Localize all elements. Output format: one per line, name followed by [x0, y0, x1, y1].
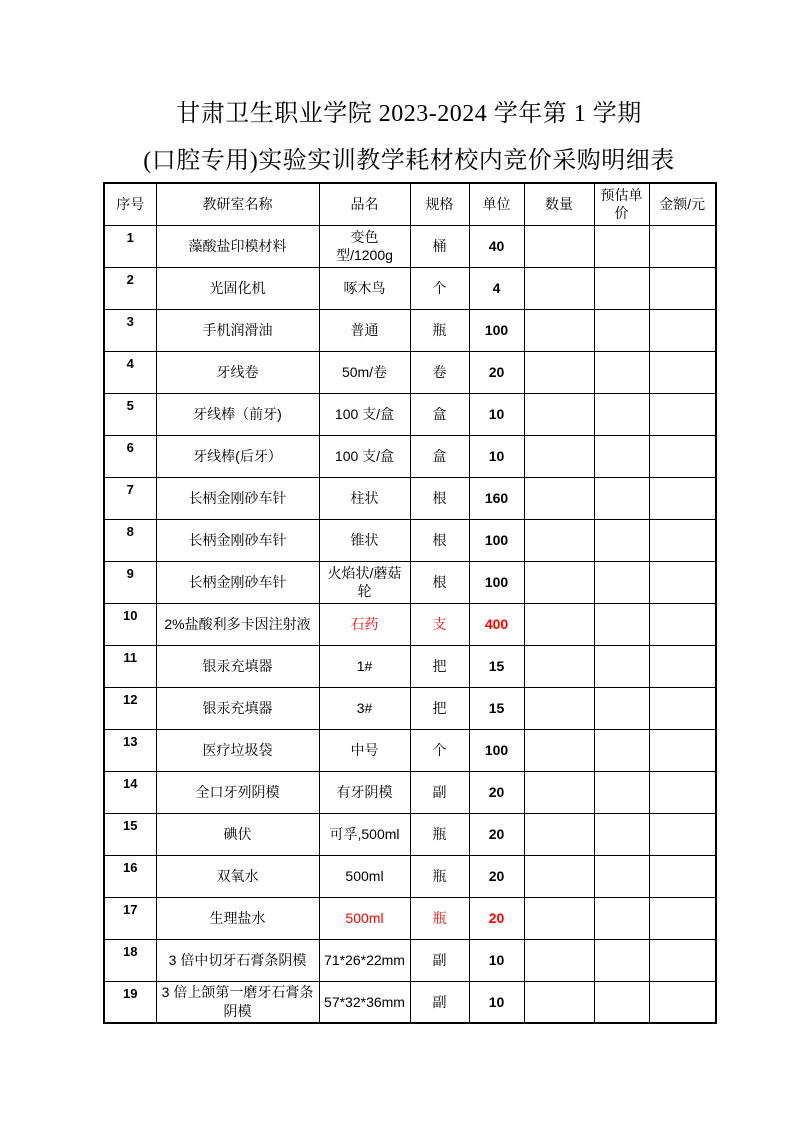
cell-item-name: 银汞充填器 [156, 645, 319, 687]
cell-amount-empty [649, 813, 716, 855]
table-row [104, 645, 716, 687]
cell-estimated-unit-price-empty [594, 897, 649, 939]
cell-item-name: 藻酸盐印模材料 [156, 225, 319, 267]
cell-quantity-column-empty [524, 771, 594, 813]
cell-spec: 57*32*36mm [319, 981, 410, 1023]
cell-amount-empty [649, 393, 716, 435]
cell-serial-number: 6 [104, 435, 156, 477]
cell-quantity: 10 [469, 939, 524, 981]
cell-spec: 可孚,500ml [319, 813, 410, 855]
cell-unit: 根 [410, 477, 469, 519]
cell-amount-empty [649, 729, 716, 771]
cell-quantity: 20 [469, 813, 524, 855]
cell-spec: 中号 [319, 729, 410, 771]
cell-estimated-unit-price-empty [594, 687, 649, 729]
cell-item-name: 双氧水 [156, 855, 319, 897]
column-header-quantity: 数量 [524, 183, 594, 225]
cell-serial-number: 10 [104, 603, 156, 645]
cell-spec: 500ml [319, 897, 410, 939]
cell-serial-number: 9 [104, 561, 156, 603]
cell-amount-empty [649, 561, 716, 603]
cell-quantity: 20 [469, 897, 524, 939]
cell-quantity: 20 [469, 855, 524, 897]
cell-unit: 根 [410, 561, 469, 603]
cell-item-name: 手机润滑油 [156, 309, 319, 351]
cell-unit: 根 [410, 519, 469, 561]
cell-quantity-column-empty [524, 309, 594, 351]
cell-item-name: 长柄金刚砂车针 [156, 477, 319, 519]
cell-unit: 副 [410, 981, 469, 1023]
cell-item-name: 2%盐酸利多卡因注射液 [156, 603, 319, 645]
cell-estimated-unit-price-empty [594, 855, 649, 897]
cell-unit: 副 [410, 939, 469, 981]
cell-amount-empty [649, 771, 716, 813]
cell-estimated-unit-price-empty [594, 519, 649, 561]
cell-quantity: 10 [469, 393, 524, 435]
cell-spec: 柱状 [319, 477, 410, 519]
cell-serial-number: 11 [104, 645, 156, 687]
column-header-office-name: 教研室名称 [156, 183, 319, 225]
cell-quantity-column-empty [524, 435, 594, 477]
cell-amount-empty [649, 603, 716, 645]
cell-estimated-unit-price-empty [594, 729, 649, 771]
table-row [104, 225, 716, 267]
cell-serial-number: 19 [104, 981, 156, 1023]
table-row [104, 477, 716, 519]
cell-quantity-column-empty [524, 603, 594, 645]
table-row [104, 351, 716, 393]
document-title-line1: 甘肃卫生职业学院 2023-2024 学年第 1 学期 [176, 101, 642, 127]
column-header-spec: 规格 [410, 183, 469, 225]
cell-serial-number: 7 [104, 477, 156, 519]
table-row [104, 813, 716, 855]
cell-estimated-unit-price-empty [594, 477, 649, 519]
column-header-estimated-unit-price: 预估单价 [594, 183, 649, 225]
cell-estimated-unit-price-empty [594, 645, 649, 687]
cell-serial-number: 8 [104, 519, 156, 561]
cell-serial-number: 15 [104, 813, 156, 855]
cell-quantity: 20 [469, 771, 524, 813]
cell-item-name: 牙线棒(后牙） [156, 435, 319, 477]
cell-serial-number: 1 [104, 225, 156, 267]
cell-quantity: 100 [469, 729, 524, 771]
cell-quantity: 40 [469, 225, 524, 267]
cell-serial-number: 14 [104, 771, 156, 813]
cell-quantity-column-empty [524, 687, 594, 729]
cell-unit: 支 [410, 603, 469, 645]
cell-quantity: 10 [469, 435, 524, 477]
procurement-table [103, 182, 717, 1024]
cell-amount-empty [649, 855, 716, 897]
cell-item-name: 光固化机 [156, 267, 319, 309]
cell-quantity-column-empty [524, 897, 594, 939]
cell-quantity-column-empty [524, 519, 594, 561]
table-row [104, 855, 716, 897]
table-row [104, 267, 716, 309]
table-header-row [104, 183, 716, 225]
cell-quantity-column-empty [524, 267, 594, 309]
cell-unit: 瓶 [410, 309, 469, 351]
cell-serial-number: 3 [104, 309, 156, 351]
document-title [103, 91, 715, 185]
cell-quantity-column-empty [524, 477, 594, 519]
cell-quantity-column-empty [524, 225, 594, 267]
cell-amount-empty [649, 225, 716, 267]
cell-spec: 锥状 [319, 519, 410, 561]
cell-unit: 个 [410, 729, 469, 771]
cell-estimated-unit-price-empty [594, 561, 649, 603]
cell-estimated-unit-price-empty [594, 225, 649, 267]
cell-estimated-unit-price-empty [594, 393, 649, 435]
cell-unit: 副 [410, 771, 469, 813]
cell-amount-empty [649, 939, 716, 981]
cell-quantity: 20 [469, 351, 524, 393]
cell-spec: 石药 [319, 603, 410, 645]
table-row [104, 561, 716, 603]
cell-quantity: 100 [469, 519, 524, 561]
cell-estimated-unit-price-empty [594, 939, 649, 981]
cell-estimated-unit-price-empty [594, 813, 649, 855]
cell-quantity: 100 [469, 561, 524, 603]
cell-serial-number: 16 [104, 855, 156, 897]
cell-amount-empty [649, 435, 716, 477]
cell-item-name: 银汞充填器 [156, 687, 319, 729]
table-row [104, 897, 716, 939]
table-row [104, 771, 716, 813]
cell-unit: 盒 [410, 393, 469, 435]
cell-unit: 盒 [410, 435, 469, 477]
cell-item-name: 3 倍上颌第一磨牙石膏条阴模 [156, 981, 319, 1023]
cell-quantity-column-empty [524, 939, 594, 981]
cell-item-name: 3 倍中切牙石膏条阴模 [156, 939, 319, 981]
cell-spec: 1# [319, 645, 410, 687]
cell-unit: 把 [410, 687, 469, 729]
cell-spec: 3# [319, 687, 410, 729]
cell-item-name: 长柄金刚砂车针 [156, 561, 319, 603]
cell-quantity: 160 [469, 477, 524, 519]
cell-spec: 啄木鸟 [319, 267, 410, 309]
table-row [104, 309, 716, 351]
cell-serial-number: 5 [104, 393, 156, 435]
cell-quantity: 100 [469, 309, 524, 351]
cell-serial-number: 17 [104, 897, 156, 939]
cell-spec: 100 支/盒 [319, 435, 410, 477]
cell-estimated-unit-price-empty [594, 981, 649, 1023]
cell-amount-empty [649, 267, 716, 309]
cell-serial-number: 12 [104, 687, 156, 729]
cell-amount-empty [649, 645, 716, 687]
cell-estimated-unit-price-empty [594, 351, 649, 393]
cell-quantity: 4 [469, 267, 524, 309]
cell-estimated-unit-price-empty [594, 603, 649, 645]
cell-quantity-column-empty [524, 855, 594, 897]
document-title-line2: (口腔专用)实验实训教学耗材校内竞价采购明细表 [143, 148, 675, 174]
table-row [104, 519, 716, 561]
cell-unit: 瓶 [410, 813, 469, 855]
cell-serial-number: 2 [104, 267, 156, 309]
cell-amount-empty [649, 687, 716, 729]
cell-unit: 瓶 [410, 855, 469, 897]
cell-spec: 71*26*22mm [319, 939, 410, 981]
cell-amount-empty [649, 309, 716, 351]
cell-spec: 50m/卷 [319, 351, 410, 393]
cell-spec: 100 支/盒 [319, 393, 410, 435]
cell-amount-empty [649, 477, 716, 519]
cell-spec: 有牙阴模 [319, 771, 410, 813]
cell-unit: 个 [410, 267, 469, 309]
cell-quantity: 15 [469, 645, 524, 687]
cell-quantity-column-empty [524, 981, 594, 1023]
cell-quantity-column-empty [524, 645, 594, 687]
column-header-unit: 单位 [469, 183, 524, 225]
cell-item-name: 医疗垃圾袋 [156, 729, 319, 771]
cell-quantity-column-empty [524, 561, 594, 603]
table-row [104, 981, 716, 1023]
cell-estimated-unit-price-empty [594, 309, 649, 351]
cell-quantity-column-empty [524, 393, 594, 435]
cell-item-name: 牙线棒（前牙) [156, 393, 319, 435]
cell-amount-empty [649, 897, 716, 939]
cell-spec: 500ml [319, 855, 410, 897]
column-header-item-name: 品名 [319, 183, 410, 225]
cell-item-name: 生理盐水 [156, 897, 319, 939]
cell-quantity-column-empty [524, 729, 594, 771]
table-row [104, 603, 716, 645]
cell-amount-empty [649, 519, 716, 561]
cell-item-name: 碘伏 [156, 813, 319, 855]
cell-estimated-unit-price-empty [594, 267, 649, 309]
cell-quantity: 10 [469, 981, 524, 1023]
table-row [104, 435, 716, 477]
cell-unit: 瓶 [410, 897, 469, 939]
cell-item-name: 全口牙列阴模 [156, 771, 319, 813]
cell-unit: 把 [410, 645, 469, 687]
column-header-amount-yuan: 金额/元 [649, 183, 716, 225]
cell-item-name: 长柄金刚砂车针 [156, 519, 319, 561]
cell-amount-empty [649, 351, 716, 393]
table-row [104, 729, 716, 771]
cell-serial-number: 4 [104, 351, 156, 393]
cell-unit: 桶 [410, 225, 469, 267]
cell-serial-number: 13 [104, 729, 156, 771]
table-row [104, 939, 716, 981]
cell-quantity-column-empty [524, 351, 594, 393]
cell-spec: 火焰状/蘑菇轮 [319, 561, 410, 603]
cell-quantity: 400 [469, 603, 524, 645]
cell-spec: 变色型/1200g [319, 225, 410, 267]
column-header-serial-number: 序号 [104, 183, 156, 225]
table-row [104, 687, 716, 729]
cell-unit: 卷 [410, 351, 469, 393]
cell-estimated-unit-price-empty [594, 435, 649, 477]
cell-spec: 普通 [319, 309, 410, 351]
table-row [104, 393, 716, 435]
cell-estimated-unit-price-empty [594, 771, 649, 813]
cell-serial-number: 18 [104, 939, 156, 981]
cell-quantity-column-empty [524, 813, 594, 855]
cell-item-name: 牙线卷 [156, 351, 319, 393]
cell-quantity: 15 [469, 687, 524, 729]
cell-amount-empty [649, 981, 716, 1023]
